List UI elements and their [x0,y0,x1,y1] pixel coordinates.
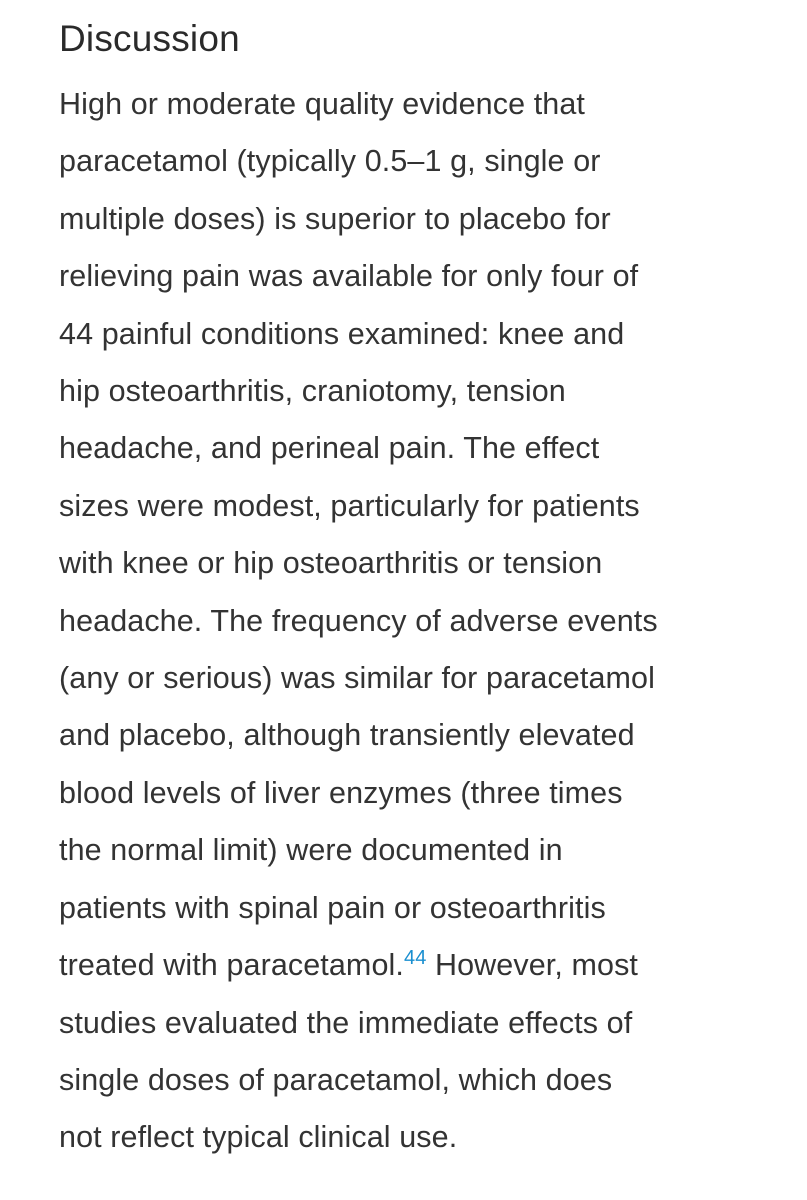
paragraph-line: with knee or hip osteoarthritis or tension [59,546,603,581]
paragraph-line: the normal limit) were documented in [59,833,563,868]
paragraph-line: not reflect typical clinical use. [59,1120,458,1155]
paragraph-line: patients with spinal pain or osteoarthritis [59,890,606,925]
paragraph-line-with-citation [59,937,759,994]
paragraph-line: blood levels of liver enzymes (three times [59,775,623,810]
paragraph-line: (any or serious) was similar for paracetamol [59,661,655,696]
citation-following-text: However, most [426,948,639,983]
paragraph-line: hip osteoarthritis, craniotomy, tension [59,374,566,409]
article-section [59,14,759,1167]
citation-link[interactable]: 44 [403,946,427,969]
paragraph-line: single doses of paracetamol, which does [59,1062,613,1097]
paragraph-line: High or moderate quality evidence that [59,87,585,121]
paragraph-line: multiple doses) is superior to placebo for [59,201,611,236]
paragraph-line: headache. The frequency of adverse events [59,603,658,638]
paragraph-line: headache, and perineal pain. The effect [59,431,600,466]
paragraph-line: paracetamol (typically 0.5–1 g, single or [59,144,601,179]
paragraph-line: and placebo, although transiently elevated [59,718,635,753]
paragraph-line: studies evaluated the immediate effects of [59,1005,633,1040]
paragraph-line: relieving pain was available for only four of [59,259,639,294]
paragraph-line: 44 painful conditions examined: knee and [59,316,625,351]
paragraph-line: sizes were modest, particularly for patients [59,488,640,523]
discussion-paragraph [59,76,759,1167]
section-heading: Discussion [59,18,240,59]
citation-preceding-text: treated with paracetamol. [59,948,404,983]
